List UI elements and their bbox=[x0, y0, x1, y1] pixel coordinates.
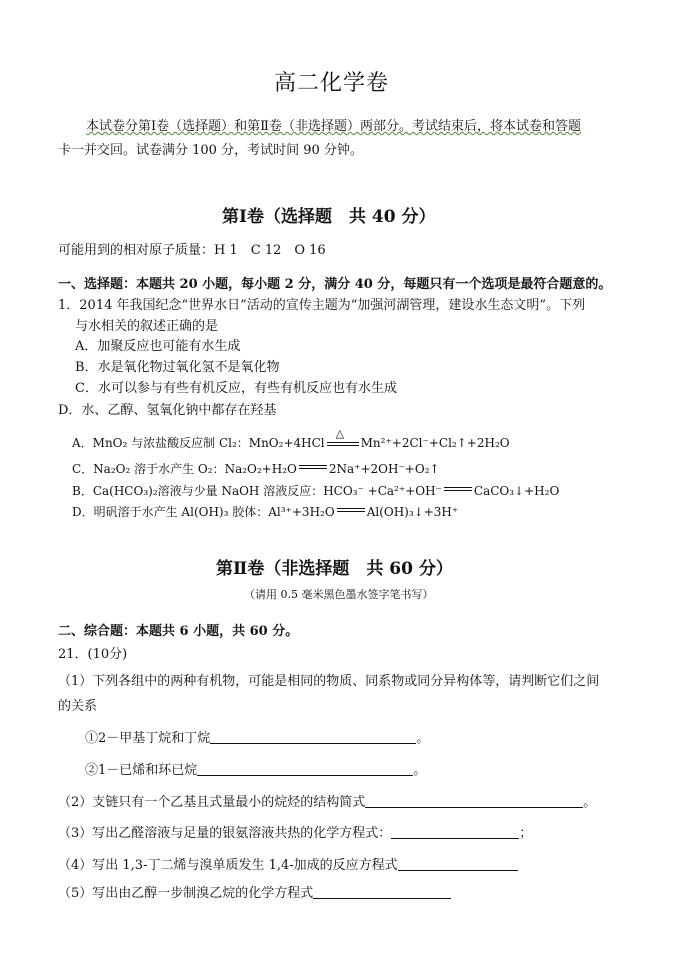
part2-note: （请用 0.5 毫米黑色墨水签字笔书写） bbox=[244, 588, 434, 601]
q21-part1-line1: （1）下列各组中的两种有机物，可能是相同的物质、同系物或同分异构体等，请判断它们之间 bbox=[58, 674, 600, 689]
q21-part4 bbox=[58, 854, 518, 873]
section1-header: 一、选择题：本题共 20 小题，每小题 2 分，满分 40 分，每题只有一个选项是最符合题意的。 bbox=[58, 277, 612, 292]
q21-part5 bbox=[58, 882, 451, 901]
q21-part2-text: （2）支链只有一个乙基且式量最小的烷烃的结构简式 bbox=[58, 795, 366, 810]
eq-d-rhs: Al(OH)₃↓+3H⁺ bbox=[366, 505, 459, 519]
equals-sign-icon bbox=[444, 487, 472, 491]
q21-part4-text: （4）写出 1,3-丁二烯与溴单质发生 1,4-加成的反应方程式 bbox=[58, 858, 398, 873]
eq-c-lhs: C．Na₂O₂ 溶于水产生 O₂：Na₂O₂+H₂O bbox=[72, 462, 297, 476]
q21-part1-i bbox=[85, 727, 429, 746]
equals-sign-icon bbox=[337, 508, 365, 512]
eq-c-rhs: 2Na⁺+2OH⁻+O₂↑ bbox=[328, 462, 440, 476]
part1-heading: 第Ⅰ卷（选择题 共 40 分） bbox=[222, 207, 436, 227]
q21-part2 bbox=[58, 791, 596, 810]
q21-part3 bbox=[58, 822, 532, 841]
answer-blank[interactable] bbox=[398, 858, 518, 871]
page-title: 高二化学卷 bbox=[274, 71, 390, 96]
eq-option-d bbox=[72, 503, 458, 520]
atomic-mass-line: 可能用到的相对原子质量：H 1 C 12 O 16 bbox=[58, 243, 326, 258]
eq-a-lhs: A．MnO₂ 与浓盐酸反应制 Cl₂：MnO₂+4HCl bbox=[72, 436, 325, 450]
q21-part1-i-text: ①2－甲基丁烷和丁烷 bbox=[85, 731, 211, 746]
q21-part5-text: （5）写出由乙醇一步制溴乙烷的化学方程式 bbox=[58, 886, 314, 901]
eq-option-a bbox=[72, 427, 510, 451]
equals-sign-icon bbox=[299, 465, 327, 469]
period: 。 bbox=[583, 795, 597, 810]
q21-part1-ii-text: ②1－已烯和环已烷 bbox=[85, 763, 198, 778]
q1-option-d: D．水、乙醇、氢氧化钠中都存在羟基 bbox=[58, 403, 277, 418]
q21-number: 21．(10分) bbox=[58, 647, 128, 662]
answer-blank[interactable] bbox=[197, 763, 413, 776]
answer-blank[interactable] bbox=[210, 731, 416, 744]
q1-stem-line1: 1．2014 年我国纪念“世界水日”活动的宣传主题为“加强河湖管理，建设水生态文明”。下列 bbox=[58, 298, 586, 313]
eq-option-b bbox=[72, 482, 559, 499]
heat-condition: △ bbox=[335, 427, 345, 440]
heat-arrow-icon bbox=[327, 427, 359, 447]
q1-stem-line2: 与水相关的叙述正确的是 bbox=[75, 319, 219, 334]
answer-blank[interactable] bbox=[313, 886, 451, 899]
answer-blank[interactable] bbox=[391, 826, 519, 839]
q1-option-c: C．水可以参与有些有机反应，有些有机反应也有水生成 bbox=[75, 381, 397, 396]
semicolon: ； bbox=[519, 826, 533, 841]
eq-b-rhs: CaCO₃↓+H₂O bbox=[473, 484, 560, 498]
section2-header: 二、综合题：本题共 6 小题，共 60 分。 bbox=[58, 624, 299, 639]
answer-blank[interactable] bbox=[365, 795, 583, 808]
q1-option-b: B．水是氧化物过氧化氢不是氧化物 bbox=[75, 360, 280, 375]
intro-text-1: 本试卷分第Ⅰ卷（选择题）和第Ⅱ卷（非选择题）两部分。考试结束后，将本试卷和答题 bbox=[86, 119, 581, 134]
q1-option-a: A．加聚反应也可能有水生成 bbox=[75, 339, 241, 354]
period: 。 bbox=[413, 763, 427, 778]
q21-part3-text: （3）写出乙醛溶液与足量的银氨溶液共热的化学方程式： bbox=[58, 826, 392, 841]
q21-part1-line2: 的关系 bbox=[58, 699, 98, 714]
intro-line-1 bbox=[86, 115, 581, 134]
period: 。 bbox=[416, 731, 430, 746]
q21-part1-ii bbox=[85, 759, 426, 778]
eq-option-c bbox=[72, 460, 440, 477]
eq-a-rhs: Mn²⁺+2Cl⁻+Cl₂↑+2H₂O bbox=[360, 436, 510, 450]
part2-heading: 第Ⅱ卷（非选择题 共 60 分） bbox=[216, 559, 453, 579]
eq-d-lhs: D．明矾溶于水产生 Al(OH)₃ 胶体：Al³⁺+3H₂O bbox=[72, 505, 335, 519]
eq-b-lhs: B．Ca(HCO₃)₂溶液与少量 NaOH 溶液反应：HCO₃⁻ +Ca²⁺+OH⁻ bbox=[72, 484, 442, 498]
intro-line-2: 卡一并交回。试卷满分 100 分，考试时间 90 分钟。 bbox=[58, 143, 363, 158]
